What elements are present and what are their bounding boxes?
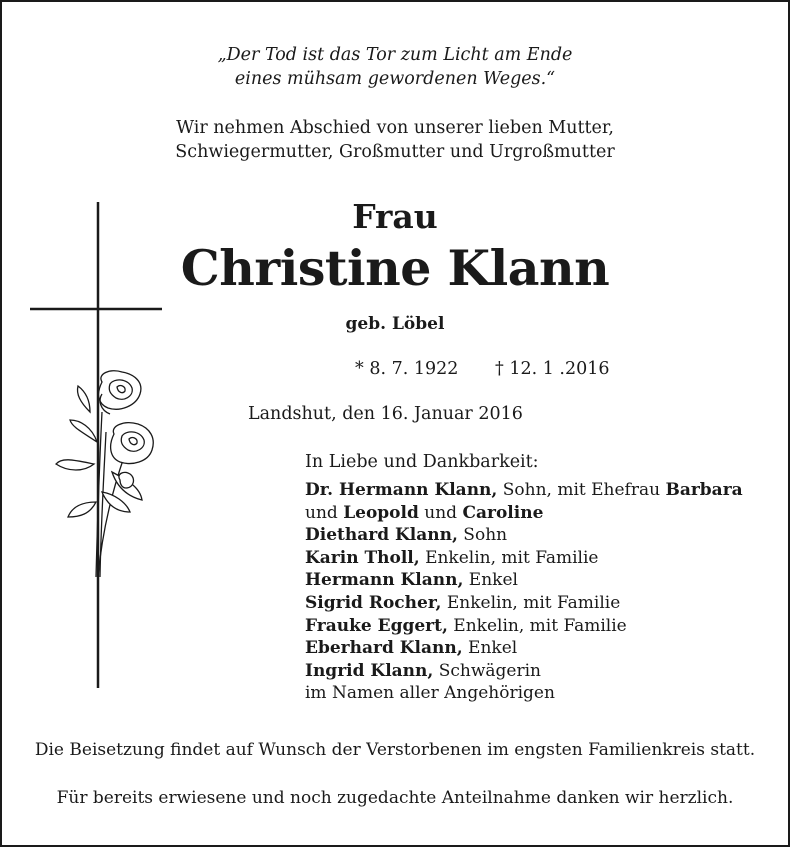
list-item — [305, 682, 743, 705]
mourner-relation: Enkel — [463, 570, 518, 591]
mourner-name: Diethard Klann, — [305, 525, 458, 546]
thanks-heading: In Liebe und Dankbarkeit: — [305, 452, 539, 472]
mourner-prefix: und — [305, 502, 344, 523]
mourner-name: Eberhard Klann, — [305, 638, 463, 659]
quote-line-2: eines mühsam gewordenen Weges.“ — [234, 69, 556, 89]
list-item — [305, 479, 743, 502]
mourner-name: Leopold — [343, 502, 419, 523]
mourner-relation: und — [418, 502, 463, 523]
intro-line-1: Wir nehmen Abschied von unserer lieben Mutter, — [176, 118, 614, 138]
list-item — [305, 502, 743, 525]
salutation: Frau — [352, 197, 438, 236]
list-item — [305, 615, 743, 638]
roses-icon — [56, 371, 153, 577]
mourner-name: Hermann Klann, — [305, 570, 464, 591]
birth-date: * 8. 7. 1922 — [355, 359, 459, 379]
mourner-extra: Barbara — [665, 480, 743, 500]
mourner-relation: Enkelin, mit Familie — [447, 615, 627, 636]
mourner-prefix: im Namen aller Angehörigen — [305, 683, 555, 704]
list-item — [305, 569, 743, 592]
mourner-relation: Schwägerin — [433, 660, 541, 681]
intro-line-2: Schwiegermutter, Großmutter und Urgroßmutter — [175, 142, 615, 162]
place-and-date: Landshut, den 16. Januar 2016 — [248, 404, 523, 424]
mourner-name: Frauke Eggert, — [305, 615, 448, 636]
burial-notice: Die Beisetzung findet auf Wunsch der Verstorbenen im engsten Familienkreis statt. — [34, 740, 756, 760]
mourner-relation: Enkel — [462, 638, 518, 659]
mourner-relation: Enkelin, mit Familie — [419, 547, 599, 568]
mourner-relation: Enkelin, mit Familie — [441, 592, 621, 613]
quote-line-1: „Der Tod ist das Tor zum Licht am Ende — [217, 45, 573, 65]
mourner-name: Ingrid Klann, — [305, 660, 434, 681]
mourners-list — [305, 479, 743, 705]
mourner-name: Sigrid Rocher, — [305, 592, 442, 613]
mourner-name: Dr. Hermann Klann, — [305, 480, 498, 500]
deceased-name: Christine Klann — [180, 239, 610, 297]
mourner-relation: Sohn — [457, 525, 508, 546]
mourner-name: Karin Tholl, — [305, 547, 420, 568]
birth-name: geb. Löbel — [345, 314, 445, 334]
death-date: † 12. 1 .2016 — [495, 359, 610, 379]
mourner-relation: Sohn, mit Ehefrau — [497, 480, 666, 500]
list-item — [305, 637, 743, 660]
list-item — [305, 547, 743, 570]
list-item — [305, 592, 743, 615]
gratitude-notice: Für bereits erwiesene und noch zugedachte Anteilnahme danken wir herzlich. — [56, 788, 734, 808]
list-item — [305, 660, 743, 683]
mourner-extra: Caroline — [462, 502, 544, 523]
list-item — [305, 524, 743, 547]
